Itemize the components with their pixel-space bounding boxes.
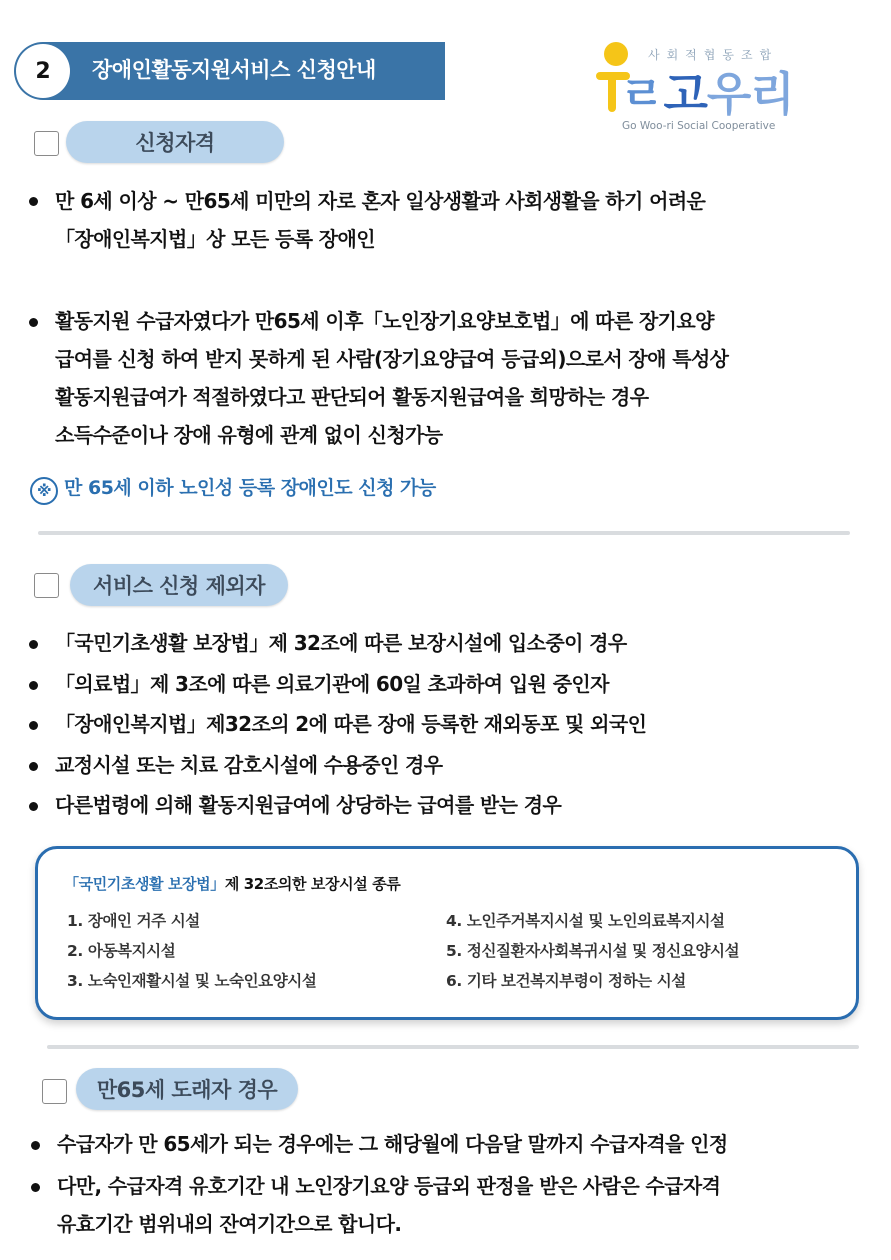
section1-bullet2-line3: 활동지원급여가 적절하였다고 판단되어 활동지원급여을 희망하는 경우 xyxy=(55,385,649,409)
logo-english-name: Go Woo-ri Social Cooperative xyxy=(622,120,776,132)
facility-item: 1. 장애인 거주 시설 xyxy=(67,912,200,930)
section1-bullet2-line4: 소득수준이나 장애 유형에 관계 없이 신청가능 xyxy=(55,423,443,447)
bullet-dot xyxy=(29,318,38,327)
facility-item: 2. 아동복지시설 xyxy=(67,942,176,960)
section3-bullet1: 수급자가 만 65세가 되는 경우에는 그 해당월에 다음달 말까지 수급자격을 인정 xyxy=(57,1132,728,1156)
logo-letter-go: 고 xyxy=(663,67,707,121)
page-title: 장애인활동지원서비스 신청안내 xyxy=(92,58,376,82)
divider xyxy=(47,1045,859,1049)
logo-letter-uri: 우리 xyxy=(706,67,794,121)
section2-bullet: 「장애인복지법」제32조의 2에 따른 장애 등록한 재외동포 및 외국인 xyxy=(55,712,647,736)
facility-box-title xyxy=(64,873,400,894)
section1-note xyxy=(30,473,436,505)
bullet-dot xyxy=(29,197,38,206)
section-number-badge: 2 xyxy=(16,44,70,98)
section1-bullet2-line1: 활동지원 수급자였다가 만65세 이후「노인장기요양보호법」에 따른 장기요양 xyxy=(55,309,714,333)
section1-checkbox[interactable] xyxy=(34,131,59,156)
section2-bullet: 교정시설 또는 치료 감호시설에 수용중인 경우 xyxy=(55,753,443,777)
section1-bullet1-line2: 「장애인복지법」상 모든 등록 장애인 xyxy=(55,227,375,251)
section2-bullet: 다른법령에 의해 활동지원급여에 상당하는 급여를 받는 경우 xyxy=(55,793,562,817)
bullet-dot xyxy=(29,802,38,811)
bullet-dot xyxy=(31,1141,40,1150)
facility-item: 4. 노인주거복지시설 및 노인의료복지시설 xyxy=(446,912,725,930)
facility-box-title-rest: 제 32조의한 보장시설 종류 xyxy=(224,875,401,893)
section1-note-text: 만 65세 이하 노인성 등록 장애인도 신청 가능 xyxy=(64,477,436,499)
logo-letter-r: ㄹ xyxy=(620,67,664,121)
facility-item: 3. 노숙인재활시설 및 노숙인요양시설 xyxy=(67,972,317,990)
section2-checkbox[interactable] xyxy=(34,573,59,598)
facility-item: 6. 기타 보건복지부령이 정하는 시설 xyxy=(446,972,686,990)
section3-bullet2-line1: 다만, 수급자격 유호기간 내 노인장기요양 등급외 판정을 받은 사람은 수급자격 xyxy=(57,1174,721,1198)
bullet-dot xyxy=(31,1183,40,1192)
logo-wordmark xyxy=(592,58,794,124)
section3-checkbox[interactable] xyxy=(42,1079,67,1104)
facility-item: 5. 정신질환자사회복귀시설 및 정신요양시설 xyxy=(446,942,740,960)
section2-bullet: 「의료법」제 3조에 따른 의료기관에 60일 초과하여 입원 중인자 xyxy=(55,672,609,696)
bullet-dot xyxy=(29,640,38,649)
section2-bullet: 「국민기초생활 보장법」제 32조에 따른 보장시설에 입소중이 경우 xyxy=(55,631,627,655)
reference-mark-icon: ※ xyxy=(30,477,58,505)
facility-box-title-law: 「국민기초생활 보장법」 xyxy=(64,875,225,893)
section1-label: 신청자격 xyxy=(66,121,284,163)
bullet-dot xyxy=(29,721,38,730)
section1-bullet2-line2: 급여를 신청 하여 받지 못하게 된 사람(장기요양급여 등급외)으로서 장애 특성상 xyxy=(55,347,729,371)
section3-bullet2-line2: 유효기간 범위내의 잔여기간으로 합니다. xyxy=(57,1212,402,1236)
section3-label: 만65세 도래자 경우 xyxy=(76,1068,298,1110)
section1-bullet1-line1: 만 6세 이상 ~ 만65세 미만의 자로 혼자 일상생활과 사회생활을 하기 어려운 xyxy=(55,189,706,213)
bullet-dot xyxy=(29,681,38,690)
section2-label: 서비스 신청 제외자 xyxy=(70,564,288,606)
divider xyxy=(38,531,850,535)
logo-subtitle: 사회적협동조합 xyxy=(648,48,779,62)
bullet-dot xyxy=(29,762,38,771)
